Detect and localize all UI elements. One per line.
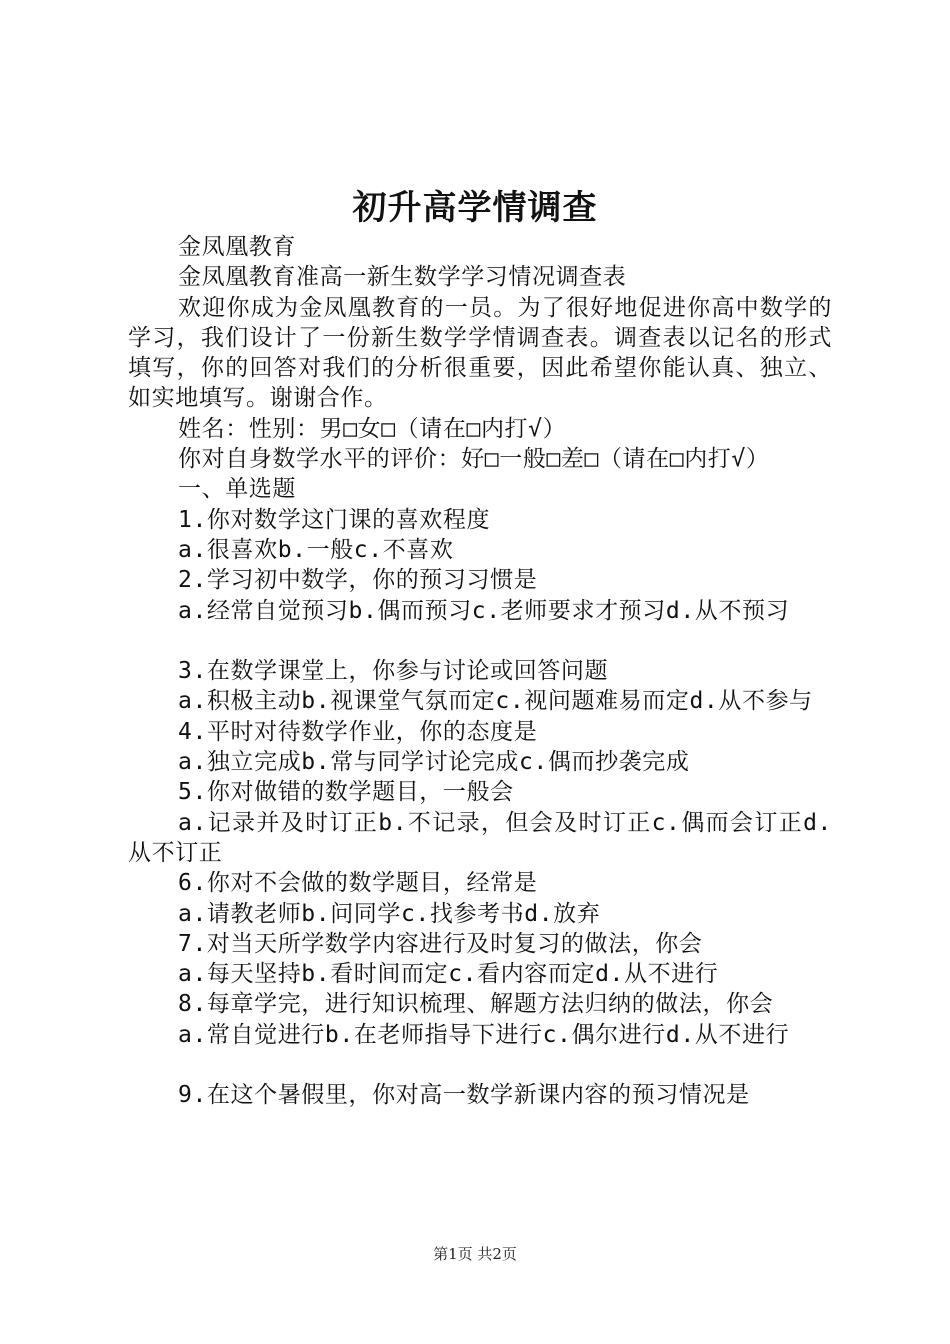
question-7: 7.对当天所学数学内容进行及时复习的做法，你会	[178, 930, 703, 957]
paragraph-self-evaluation: 你对自身数学水平的评价：好□一般□差□（请在□内打√）	[178, 446, 770, 473]
question-6: 6.你对不会做的数学题目，经常是	[178, 870, 538, 897]
question-5: 5.你对做错的数学题目，一般会	[178, 779, 514, 806]
question-4: 4.平时对待数学作业，你的态度是	[178, 718, 538, 745]
question-3: 3.在数学课堂上，你参与讨论或回答问题	[178, 658, 609, 685]
paragraph-form-title: 金凤凰教育准高一新生数学学习情况调查表	[178, 264, 627, 291]
options-6: a.请教老师b.问同学c.找参考书d.放弃	[178, 900, 601, 927]
paragraph-intro: 欢迎你成为金凤凰教育的一员。为了很好地促进你高中数学的学习，我们设计了一份新生数学学情调查表。调查表以记名的形式填写，你的回答对我们的分析很重要，因此希望你能认真、独立、如实地填写。谢谢合作。	[128, 294, 832, 412]
section-heading: 一、单选题	[178, 476, 296, 503]
question-9: 9.在这个暑假里，你对高一数学新课内容的预习情况是	[178, 1082, 750, 1109]
options-5: a.记录并及时订正b.不记录，但会及时订正c.偶而会订正d.从不订正	[128, 809, 832, 866]
page-footer: 第1页 共2页	[433, 1245, 517, 1263]
options-4: a.独立完成b.常与同学讨论完成c.偶而抄袭完成	[178, 749, 690, 776]
options-8: a.常自觉进行b.在老师指导下进行c.偶尔进行d.从不进行	[178, 1021, 790, 1048]
options-3: a.积极主动b.视课堂气氛而定c.视问题难易而定d.从不参与	[178, 688, 813, 715]
page-title: 初升高学情调查	[352, 188, 598, 228]
options-1: a.很喜欢b.一般c.不喜欢	[178, 536, 454, 563]
options-7: a.每天坚持b.看时间而定c.看内容而定d.从不进行	[178, 961, 719, 988]
paragraph-name-gender: 姓名：性别：男□女□（请在□内打√）	[178, 415, 567, 442]
paragraph-org: 金凤凰教育	[178, 234, 296, 260]
document-body	[128, 232, 832, 1111]
question-8: 8.每章学完，进行知识梳理、解题方法归纳的做法，你会	[178, 991, 774, 1018]
question-1: 1.你对数学这门课的喜欢程度	[178, 506, 491, 533]
options-2: a.经常自觉预习b.偶而预习c.老师要求才预习d.从不预习	[178, 597, 790, 624]
question-2: 2.学习初中数学，你的预习习惯是	[178, 567, 538, 594]
